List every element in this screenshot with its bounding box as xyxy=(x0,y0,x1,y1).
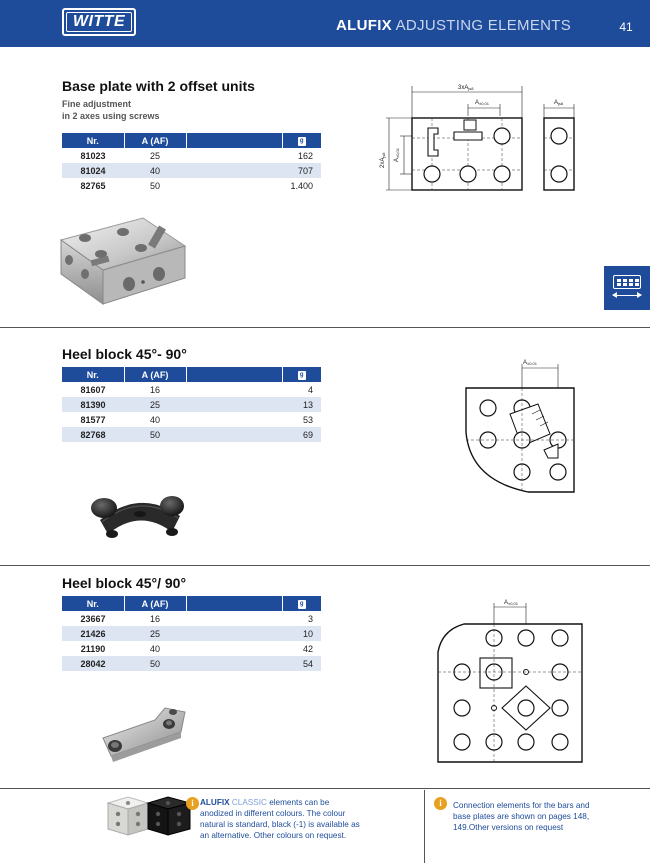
section-divider xyxy=(0,565,650,566)
col-nr: Nr. xyxy=(62,596,124,611)
cell-weight: 162 xyxy=(297,150,313,161)
cell-nr: 81607 xyxy=(80,384,106,395)
col-weight xyxy=(282,367,321,382)
cell-a: 16 xyxy=(149,613,160,624)
cell-weight: 53 xyxy=(302,414,313,425)
witte-logo xyxy=(62,8,136,36)
footer-brand: ALUFIX xyxy=(200,798,230,807)
info-icon: i xyxy=(186,797,199,810)
table-row xyxy=(62,382,321,397)
weight-icon: g xyxy=(298,137,306,146)
cell-blank xyxy=(186,427,282,442)
cell-weight: 1.400 xyxy=(290,180,313,191)
cell-a: 40 xyxy=(124,163,186,178)
col-nr: Nr. xyxy=(62,133,124,148)
footer-left-line2: anodized in different colours. The colour xyxy=(200,809,346,818)
cell-blank xyxy=(186,382,282,397)
section-title-base-plate: Base plate with 2 offset units xyxy=(62,78,255,94)
section-divider xyxy=(0,327,650,328)
cell-blank xyxy=(186,178,282,193)
table-row xyxy=(62,656,321,671)
table-row xyxy=(62,427,321,442)
cell-a: 25 xyxy=(124,397,186,412)
dim-side-width: Ajs8 xyxy=(554,100,564,106)
classic-cubes-photo xyxy=(104,793,194,839)
footer-note-left xyxy=(200,797,415,841)
section-divider xyxy=(0,788,650,789)
table-row xyxy=(62,611,321,626)
table-row xyxy=(62,178,321,193)
footer-right-line2: base plates are shown on pages 148, xyxy=(453,812,590,821)
dim-a: A±0,01 xyxy=(504,600,518,606)
base-plate-adjust-icon xyxy=(613,275,641,289)
cell-weight: 13 xyxy=(282,397,321,412)
footer-left-line1: elements can be xyxy=(269,798,330,807)
weight-icon: g xyxy=(298,600,306,609)
col-blank xyxy=(186,133,282,148)
cell-weight: 3 xyxy=(307,613,313,624)
cell-blank xyxy=(186,656,282,671)
footer-right-line3: 149.Other versions on request xyxy=(453,823,564,832)
cell-a: 50 xyxy=(124,656,186,671)
table-header xyxy=(62,367,321,382)
col-a: A (AF) xyxy=(124,596,186,611)
table-row xyxy=(62,412,321,427)
cell-nr: 81024 xyxy=(62,163,124,178)
table-header xyxy=(62,596,321,611)
cell-a: 50 xyxy=(124,427,186,442)
logo-text: WITTE xyxy=(66,12,132,32)
section-title-heel-block-a: Heel block 45°- 90° xyxy=(62,346,187,362)
section-subtitle-line2: in 2 axes using screws xyxy=(62,111,160,121)
cell-nr: 81023 xyxy=(80,150,106,161)
table-row xyxy=(62,397,321,412)
dim-left-total: 2xAjs8 xyxy=(380,152,386,168)
heel-block-photo-b xyxy=(95,698,195,768)
cell-nr: 81577 xyxy=(80,414,106,425)
chapter-title xyxy=(336,17,571,35)
cell-weight: 4 xyxy=(307,384,313,395)
footer-right-line1: Connection elements for the bars and xyxy=(453,801,590,810)
cell-a: 40 xyxy=(149,643,160,654)
cell-a: 16 xyxy=(149,384,160,395)
info-icon: i xyxy=(434,797,447,810)
footer-brand-light: CLASSIC xyxy=(231,798,267,807)
chapter-title-bold: ALUFIX xyxy=(336,17,392,34)
chapter-title-light: ADJUSTING ELEMENTS xyxy=(395,17,572,34)
col-weight xyxy=(282,596,321,611)
footer-left-line3: natural is standard, black (-1) is available as xyxy=(200,820,360,829)
cell-a: 25 xyxy=(149,150,160,161)
table-row xyxy=(62,641,321,656)
cell-weight: 707 xyxy=(282,163,321,178)
cell-nr: 23667 xyxy=(80,613,106,624)
footer-note-right xyxy=(453,800,643,833)
base-plate-drawing xyxy=(376,78,586,203)
cell-nr: 21190 xyxy=(80,643,106,654)
cell-blank xyxy=(186,163,282,178)
cell-nr: 82765 xyxy=(80,180,106,191)
footer-left-line4: an alternative. Other colours on request. xyxy=(200,831,347,840)
cell-blank xyxy=(186,148,282,163)
heel-block-photo-a xyxy=(80,476,200,548)
header-bar xyxy=(0,0,650,47)
cell-blank xyxy=(186,412,282,427)
col-weight xyxy=(282,133,321,148)
product-table-heel-block-a xyxy=(62,367,321,442)
cell-nr: 28042 xyxy=(62,656,124,671)
cell-blank xyxy=(186,641,282,656)
cell-a: 50 xyxy=(149,180,160,191)
heel-block-drawing-b xyxy=(434,594,586,766)
cell-blank xyxy=(186,626,282,641)
col-blank xyxy=(186,367,282,382)
cell-nr: 81390 xyxy=(62,397,124,412)
col-a: A (AF) xyxy=(124,133,186,148)
page-number: 41 xyxy=(619,20,633,34)
table-row xyxy=(62,148,321,163)
cell-blank xyxy=(186,611,282,626)
chapter-tab[interactable] xyxy=(604,266,650,310)
cell-a: 25 xyxy=(124,626,186,641)
cell-weight: 10 xyxy=(282,626,321,641)
dim-top-total: 3xAjs8 xyxy=(458,85,474,91)
double-arrow-icon xyxy=(613,295,641,296)
base-plate-photo xyxy=(55,212,190,310)
section-title-heel-block-b: Heel block 45°/ 90° xyxy=(62,575,187,591)
table-row xyxy=(62,163,321,178)
footer-divider xyxy=(424,790,425,863)
cell-weight: 54 xyxy=(282,656,321,671)
cell-a: 40 xyxy=(149,414,160,425)
cell-blank xyxy=(186,397,282,412)
section-subtitle-line1: Fine adjustment xyxy=(62,99,132,109)
dim-left-inner: A±0,01 xyxy=(394,148,400,162)
product-table-base-plate xyxy=(62,133,321,193)
product-table-heel-block-b xyxy=(62,596,321,671)
dim-top-inner: A±0,01 xyxy=(475,100,489,106)
heel-block-drawing-a xyxy=(460,354,580,496)
cell-nr: 21426 xyxy=(62,626,124,641)
cell-weight: 42 xyxy=(302,643,313,654)
cell-weight: 69 xyxy=(282,427,321,442)
dim-a: A±0,01 xyxy=(523,360,537,366)
col-blank xyxy=(186,596,282,611)
table-row xyxy=(62,626,321,641)
col-nr: Nr. xyxy=(62,367,124,382)
cell-nr: 82768 xyxy=(62,427,124,442)
weight-icon: g xyxy=(298,371,306,380)
table-header xyxy=(62,133,321,148)
col-a: A (AF) xyxy=(124,367,186,382)
